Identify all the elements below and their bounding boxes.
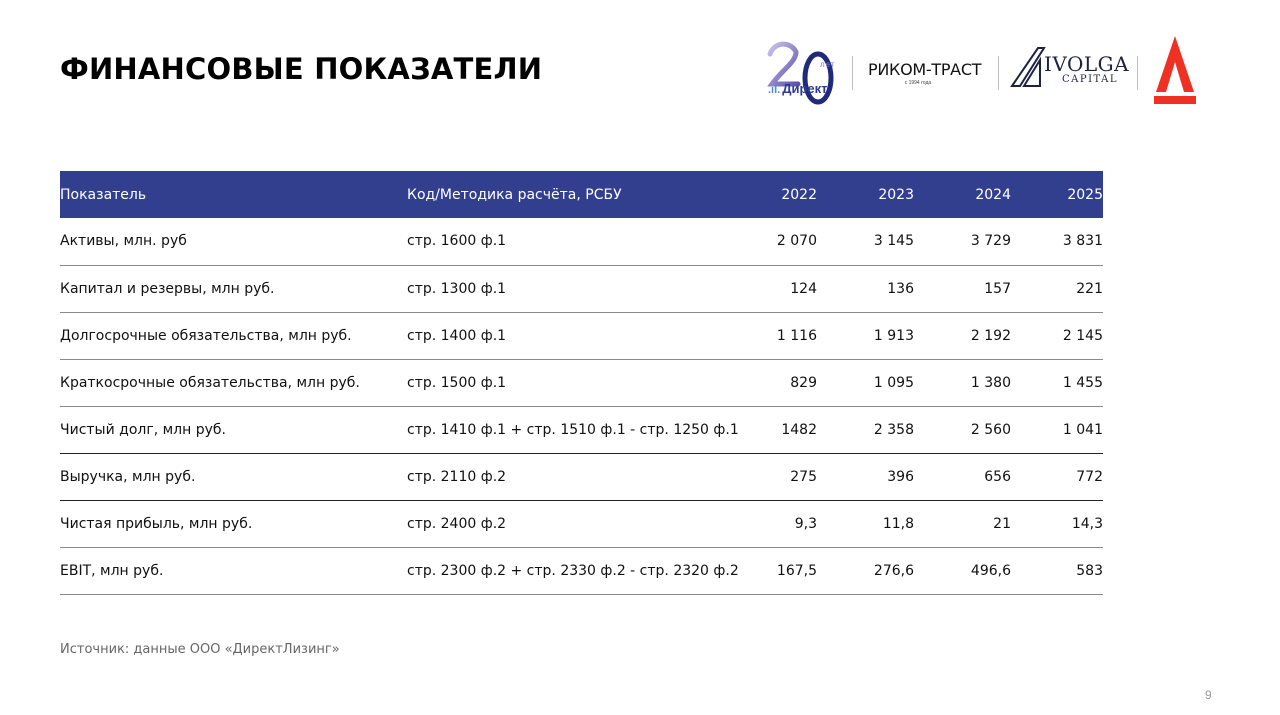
header-indicator: Показатель [60,186,147,203]
table-row [60,359,1103,406]
value-cell-2025: 3 831 [1062,233,1103,250]
logo-divider [998,56,999,90]
value-cell-2025: 583 [1076,562,1103,579]
table-row [60,218,1103,265]
header-year-2025: 2025 [1067,186,1103,203]
code-cell: стр. 1500 ф.1 [407,374,507,391]
value-cell-2023: 2 358 [873,421,914,438]
partner-logos [756,30,1206,110]
rikom-trust-subtitle: с 1994 года [904,80,932,86]
page-number: 9 [1205,688,1212,702]
financial-indicators-table [60,171,1103,595]
value-cell-2024: 1 380 [970,374,1011,391]
indicator-cell: EBIT, млн руб. [60,562,164,579]
header-year-2022: 2022 [781,186,817,203]
table-row [60,265,1103,312]
table-row [60,500,1103,547]
indicator-cell: Активы, млн. руб [60,233,187,250]
value-cell-2024: 3 729 [970,233,1011,250]
direkt-20-years-logo [760,34,840,106]
value-cell-2022: 275 [790,468,817,485]
table-row [60,406,1103,453]
value-cell-2023: 1 913 [873,327,914,344]
value-cell-2022: 1482 [781,421,817,438]
code-cell: стр. 1600 ф.1 [407,233,507,250]
header-year-2023: 2023 [878,186,914,203]
header-code: Код/Методика расчёта, РСБУ [407,186,622,203]
code-cell: стр. 1410 ф.1 + стр. 1510 ф.1 - стр. 1250 ф.1 [407,421,739,438]
rikom-trust-name: РИКОМ-ТРАСТ [868,60,982,79]
code-cell: стр. 1400 ф.1 [407,327,507,344]
value-cell-2025: 14,3 [1071,515,1103,532]
code-cell: стр. 1300 ф.1 [407,280,507,297]
alfa-a-icon [1150,34,1200,106]
indicator-cell: Капитал и резервы, млн руб. [60,280,275,297]
value-cell-2024: 656 [984,468,1011,485]
value-cell-2022: 2 070 [776,233,817,250]
value-cell-2023: 11,8 [882,515,914,532]
alfa-logo [1150,34,1200,111]
table-row [60,312,1103,359]
value-cell-2023: 3 145 [873,233,914,250]
value-cell-2025: 772 [1076,468,1103,485]
code-cell: стр. 2110 ф.2 [407,468,507,485]
indicator-cell: Долгосрочные обязательства, млн руб. [60,327,352,344]
table-row [60,453,1103,500]
value-cell-2025: 1 455 [1062,374,1103,391]
value-cell-2024: 157 [984,280,1011,297]
value-cell-2025: 2 145 [1062,327,1103,344]
ivolga-subtitle: CAPITAL [1062,74,1119,85]
indicator-cell: Чистый долг, млн руб. [60,421,226,438]
ivolga-emblem-icon [1010,46,1046,90]
value-cell-2024: 2 560 [970,421,1011,438]
direkt-label: .ıl. Директ [768,81,828,96]
value-cell-2022: 167,5 [776,562,817,579]
value-cell-2023: 1 095 [873,374,914,391]
value-cell-2024: 21 [993,515,1011,532]
table-row [60,547,1103,594]
table-header-row [60,171,1103,218]
indicator-cell: Выручка, млн руб. [60,468,196,485]
years-label: лет [820,60,836,69]
code-cell: стр. 2300 ф.2 + стр. 2330 ф.2 - стр. 2320 ф.2 [407,562,739,579]
value-cell-2022: 829 [790,374,817,391]
value-cell-2022: 124 [790,280,817,297]
rikom-trust-logo [868,60,981,86]
logo-divider [852,56,853,90]
page-title: ФИНАНСОВЫЕ ПОКАЗАТЕЛИ [60,52,543,86]
code-cell: стр. 2400 ф.2 [407,515,507,532]
value-cell-2022: 9,3 [794,515,817,532]
indicator-cell: Краткосрочные обязательства, млн руб. [60,374,360,391]
value-cell-2022: 1 116 [776,327,817,344]
ivolga-name: IVOLGA [1044,52,1130,76]
value-cell-2023: 276,6 [873,562,914,579]
value-cell-2024: 2 192 [970,327,1011,344]
table-header [60,171,1103,218]
source-note: Источник: данные ООО «ДиректЛизинг» [60,642,340,657]
table-body [60,218,1103,594]
bars-icon: .ıl. [768,84,781,96]
indicator-cell: Чистая прибыль, млн руб. [60,515,253,532]
header-year-2024: 2024 [975,186,1011,203]
value-cell-2025: 221 [1076,280,1103,297]
value-cell-2024: 496,6 [970,562,1011,579]
value-cell-2023: 396 [887,468,914,485]
logo-divider [1137,56,1138,90]
value-cell-2025: 1 041 [1062,421,1103,438]
value-cell-2023: 136 [887,280,914,297]
